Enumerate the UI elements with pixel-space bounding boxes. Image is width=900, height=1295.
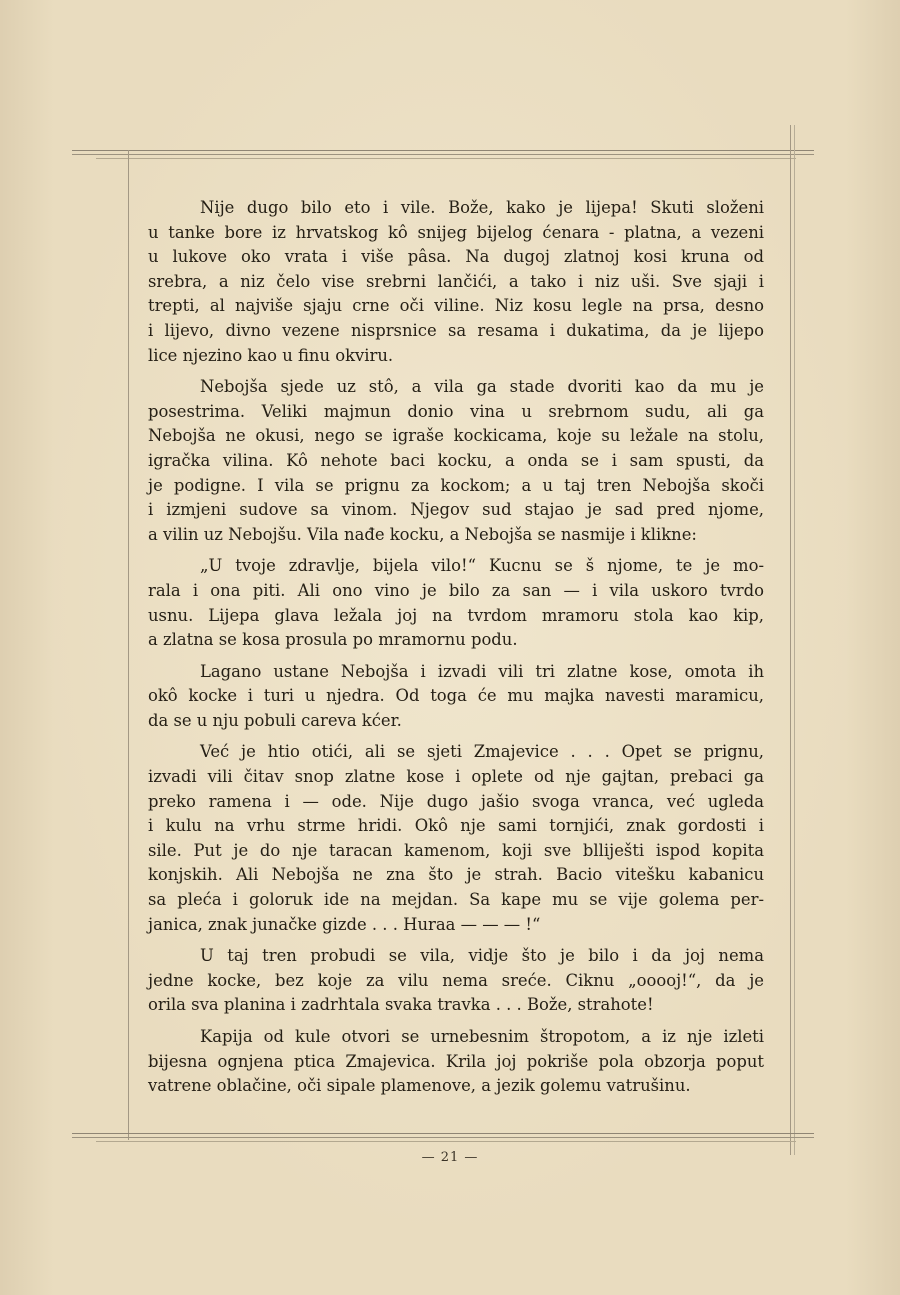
text-line: U taj tren probudi se vila, vidje što je bilo i da joj nema: [200, 946, 764, 966]
text-line: a vilin uz Nebojšu. Vila nađe kocku, a Nebojša se nasmije i klikne:: [148, 524, 697, 544]
right-border-rule: [790, 125, 791, 1155]
text-line: da se u nju pobuli careva kćer.: [148, 710, 402, 730]
paragraph: [148, 740, 764, 937]
right-border-rule: [794, 125, 795, 1155]
text-line: sile. Put je do nje taracan kamenom, koji sve blliješti ispod kopita: [148, 840, 764, 860]
text-line: usnu. Lijepa glava ležala joj na tvrdom mramoru stola kao kip,: [148, 605, 764, 625]
paragraph: [148, 944, 764, 1018]
text-line: orila sva planina i zadrhtala svaka travka . . . Bože, strahote!: [148, 995, 654, 1015]
text-line: trepti, al najviše sjaju crne oči viline. Niz kosu legle na prsa, desno: [148, 296, 764, 316]
top-border-rule: [72, 154, 814, 155]
text-line: konjskih. Ali Nebojša ne zna što je strah. Bacio vitešku kabanicu: [148, 865, 764, 885]
text-line: i izmjeni sudove sa vinom. Njegov sud stajao je sad pred njome,: [148, 500, 764, 520]
text-line: i kulu na vrhu strme hridi. Okô nje sami tornjići, znak gordosti i: [148, 816, 764, 836]
text-line: je podigne. I vila se prignu za kockom; a u taj tren Nebojša skoči: [148, 475, 764, 495]
text-line: sa pleća i goloruk ide na mejdan. Sa kape mu se vije golema per-: [148, 890, 764, 910]
text-line: izvadi vili čitav snop zlatne kose i oplete od nje gajtan, prebaci ga: [148, 767, 764, 787]
text-line: u lukove oko vrata i više pâsa. Na dugoj zlatnoj kosi kruna od: [148, 247, 764, 267]
text-line: Nebojša ne okusi, nego se igraše kockicama, koje su ležale na stolu,: [148, 426, 764, 446]
text-line: posestrima. Veliki majmun donio vina u srebrnom sudu, ali ga: [148, 401, 764, 421]
text-line: u tanke bore iz hrvatskog kô snijeg bijelog ćenara - platna, a vezeni: [148, 222, 764, 242]
text-line: jedne kocke, bez koje za vilu nema sreće. Ciknu „ooooj!“, da je: [148, 970, 764, 990]
text-line: Već je htio otići, ali se sjeti Zmajevice . . . Opet se prignu,: [200, 742, 764, 762]
paragraph: [148, 554, 764, 652]
paragraph: [148, 196, 764, 368]
text-line: Kapija od kule otvori se urnebesnim štropotom, a iz nje izleti: [200, 1027, 764, 1046]
bottom-border-rule: [96, 1141, 796, 1142]
text-line: rala i ona piti. Ali ono vino je bilo za san — i vila uskoro tvrdo: [148, 580, 764, 600]
text-line: lice njezino kao u finu okviru.: [148, 345, 394, 365]
text-line: vatrene oblačine, oči sipale plamenove, a jezik golemu vatrušinu.: [148, 1076, 691, 1096]
text-line: okô kocke i turi u njedra. Od toga će mu majka navesti maramicu,: [148, 686, 764, 706]
top-border-rule: [72, 150, 814, 151]
text-line: „U tvoje zdravlje, bijela vilo!“ Kucnu se š njome, te je mo-: [200, 556, 764, 576]
text-line: Nebojša sjede uz stô, a vila ga stade dvoriti kao da mu je: [200, 377, 764, 397]
top-border-rule: [96, 158, 796, 159]
text-line: bijesna ognjena ptica Zmajevica. Krila joj pokriše pola obzorja poput: [148, 1051, 764, 1071]
text-line: preko ramena i — ode. Nije dugo jašio svoga vranca, već ugleda: [148, 791, 764, 811]
body-text: [148, 196, 764, 1106]
text-line: Nije dugo bilo eto i vile. Bože, kako je lijepa! Skuti složeni: [200, 198, 764, 217]
page-number: — 21 —: [421, 1150, 479, 1165]
text-line: srebra, a niz čelo vise srebrni lančići, a tako i niz uši. Sve sjaji i: [148, 271, 764, 291]
paragraph: [148, 375, 764, 547]
text-line: a zlatna se kosa prosula po mramornu podu.: [148, 630, 518, 650]
paragraph: [148, 1025, 764, 1099]
left-border-rule: [128, 150, 129, 1140]
text-line: Lagano ustane Nebojša i izvadi vili tri zlatne kose, omota ih: [200, 661, 764, 681]
text-line: janica, znak junačke gizde . . . Huraa — — — !“: [148, 914, 541, 934]
text-line: i lijevo, divno vezene nisprsnice sa resama i dukatima, da je lijepo: [148, 320, 764, 340]
bottom-border-rule: [72, 1133, 814, 1134]
text-line: igračka vilina. Kô nehote baci kocku, a onda se i sam spusti, da: [148, 450, 764, 470]
bottom-border-rule: [72, 1137, 814, 1138]
paragraph: [148, 660, 764, 734]
